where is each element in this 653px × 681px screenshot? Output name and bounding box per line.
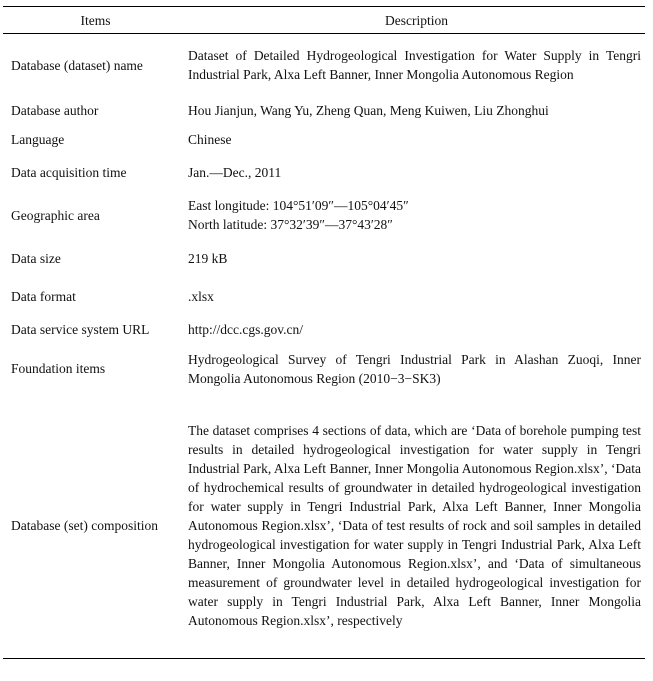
table-row — [3, 344, 645, 393]
row-item-label: Data format — [11, 288, 76, 304]
row-description — [188, 191, 645, 239]
latitude-line: North latitude: 37°32′39″—37°43′28″ — [188, 217, 393, 232]
header-description: Description — [385, 12, 448, 28]
row-item-label: Data size — [11, 250, 61, 266]
table-row — [3, 315, 645, 344]
row-description: .xlsx — [188, 288, 214, 304]
row-item-label: Language — [11, 132, 65, 147]
metadata-table — [3, 6, 645, 659]
table-row — [3, 96, 645, 125]
row-description: Chinese — [188, 132, 232, 147]
table-row — [3, 191, 645, 239]
row-item-label: Geographic area — [11, 207, 100, 223]
table-row — [3, 277, 645, 315]
table-row — [3, 393, 645, 659]
row-description: Hydrogeological Survey of Tengri Industrial Park in Alashan Zuoqi, Inner Mongolia Autonomous Region (2010−3−SK3) — [188, 351, 641, 386]
row-description: The dataset comprises 4 sections of data, which are ‘Data of borehole pumping test results in detailed hydrogeological investigation for water supply in Tengri Industrial Park, Alxa Left Banner, Inner Mongolia Autonomous Region.xlsx’, ‘Data of hydrochemical results of groundwater in detailed hydrogeological investigation for water supply in Tengri Industrial Park, Alxa Left Banner, Inner Mongolia Autonomous Region.xlsx’, ‘Data of test results of rock and soil samples in detailed hydrogeological investigation for water supply in Tengri Industrial Park, Alxa Left Banner, Inner Mongolia Autonomous Region.xlsx’, and ‘Data of simultaneous measurement of groundwater level in detailed hydrogeological investigation for water supply in Tengri Industrial Park, Alxa Left Banner, Inner Mongolia Autonomous Region.xlsx’, respectively — [188, 423, 641, 628]
table-row — [3, 125, 645, 154]
table-row — [3, 239, 645, 277]
header-items: Items — [80, 12, 111, 28]
row-description: Jan.—Dec., 2011 — [188, 165, 282, 180]
longitude-line: East longitude: 104°51′09″—105°04′45″ — [188, 198, 409, 213]
table-row — [3, 34, 645, 97]
row-description: Hou Jianjun, Wang Yu, Zheng Quan, Meng Kuiwen, Liu Zhonghui — [188, 103, 549, 118]
row-item-label: Database author — [11, 103, 99, 118]
row-item-label: Foundation items — [11, 361, 106, 376]
row-description: 219 kB — [188, 250, 228, 266]
row-item-label: Data acquisition time — [11, 165, 127, 180]
row-item-label: Database (set) composition — [11, 518, 158, 533]
row-item-label: Data service system URL — [11, 322, 150, 337]
row-description: http://dcc.cgs.gov.cn/ — [188, 322, 303, 337]
table-row — [3, 154, 645, 191]
table-header-row — [3, 7, 645, 34]
row-item-label: Database (dataset) name — [11, 57, 143, 73]
row-description: Dataset of Detailed Hydrogeological Investigation for Water Supply in Tengri Industrial Park, Alxa Left Banner, Inner Mongolia Autonomous Region — [188, 48, 641, 82]
